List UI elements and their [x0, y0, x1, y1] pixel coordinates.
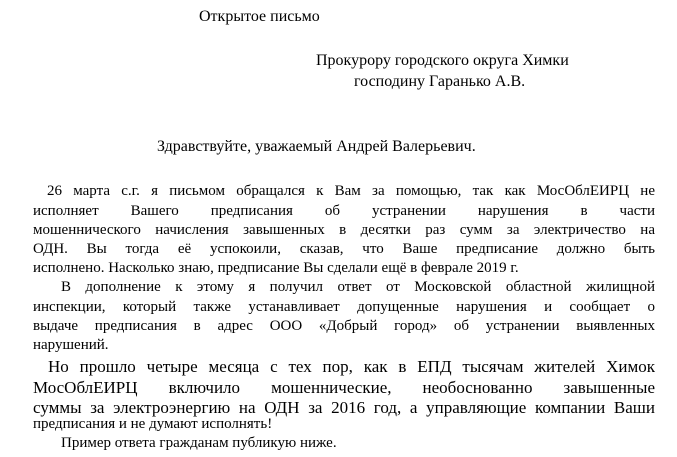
paragraph-2-line: инспекции, который также устанавливает допущенные нарушения и сообщает о [33, 299, 655, 315]
greeting: Здравствуйте, уважаемый Андрей Валерьевич. [157, 138, 476, 155]
paragraph-3-line: суммы за электроэнергию на ОДН за 2016 год, а управляющие компании Ваши [33, 398, 655, 417]
paragraph-1-line: исполнено. Насколько знаю, предписание Вы сделали ещё в феврале 2019 г. [33, 260, 519, 276]
paragraph-1-line: ОДН. Вы тогда её успокоили, сказав, что Ваше предписание должно быть [33, 241, 655, 257]
paragraph-3-line: МосОблЕИРЦ включило мошеннические, необоснованно завышенные [33, 378, 655, 397]
addressee-line-2: господину Гаранько А.В. [354, 73, 526, 90]
paragraph-1-line: мошеннического начисления завышенных в десятки раз сумм за электричество на [33, 222, 655, 238]
paragraph-2-line: выдаче предписания в адрес ООО «Добрый город» об устранении выявленных [33, 318, 655, 334]
paragraph-2-line: нарушений. [33, 337, 109, 353]
paragraph-2-line: В дополнение к этому я получил ответ от Московской областной жилищной [61, 279, 655, 295]
paragraph-3-line: Но прошло четыре месяца с тех пор, как в ЕПД тысячам жителей Химок [48, 357, 655, 376]
paragraph-3-line: предписания и не думают исполнять! [33, 416, 273, 432]
paragraph-1-line: 26 марта с.г. я письмом обращался к Вам за помощью, так как МосОблЕИРЦ не [47, 183, 655, 199]
paragraph-1-line: исполняет Вашего предписания об устранении нарушения в части [33, 203, 655, 219]
paragraph-4: Пример ответа гражданам публикую ниже. [61, 435, 337, 451]
letter-heading: Открытое письмо [199, 8, 320, 25]
addressee-line-1: Прокурору городского округа Химки [316, 52, 569, 69]
